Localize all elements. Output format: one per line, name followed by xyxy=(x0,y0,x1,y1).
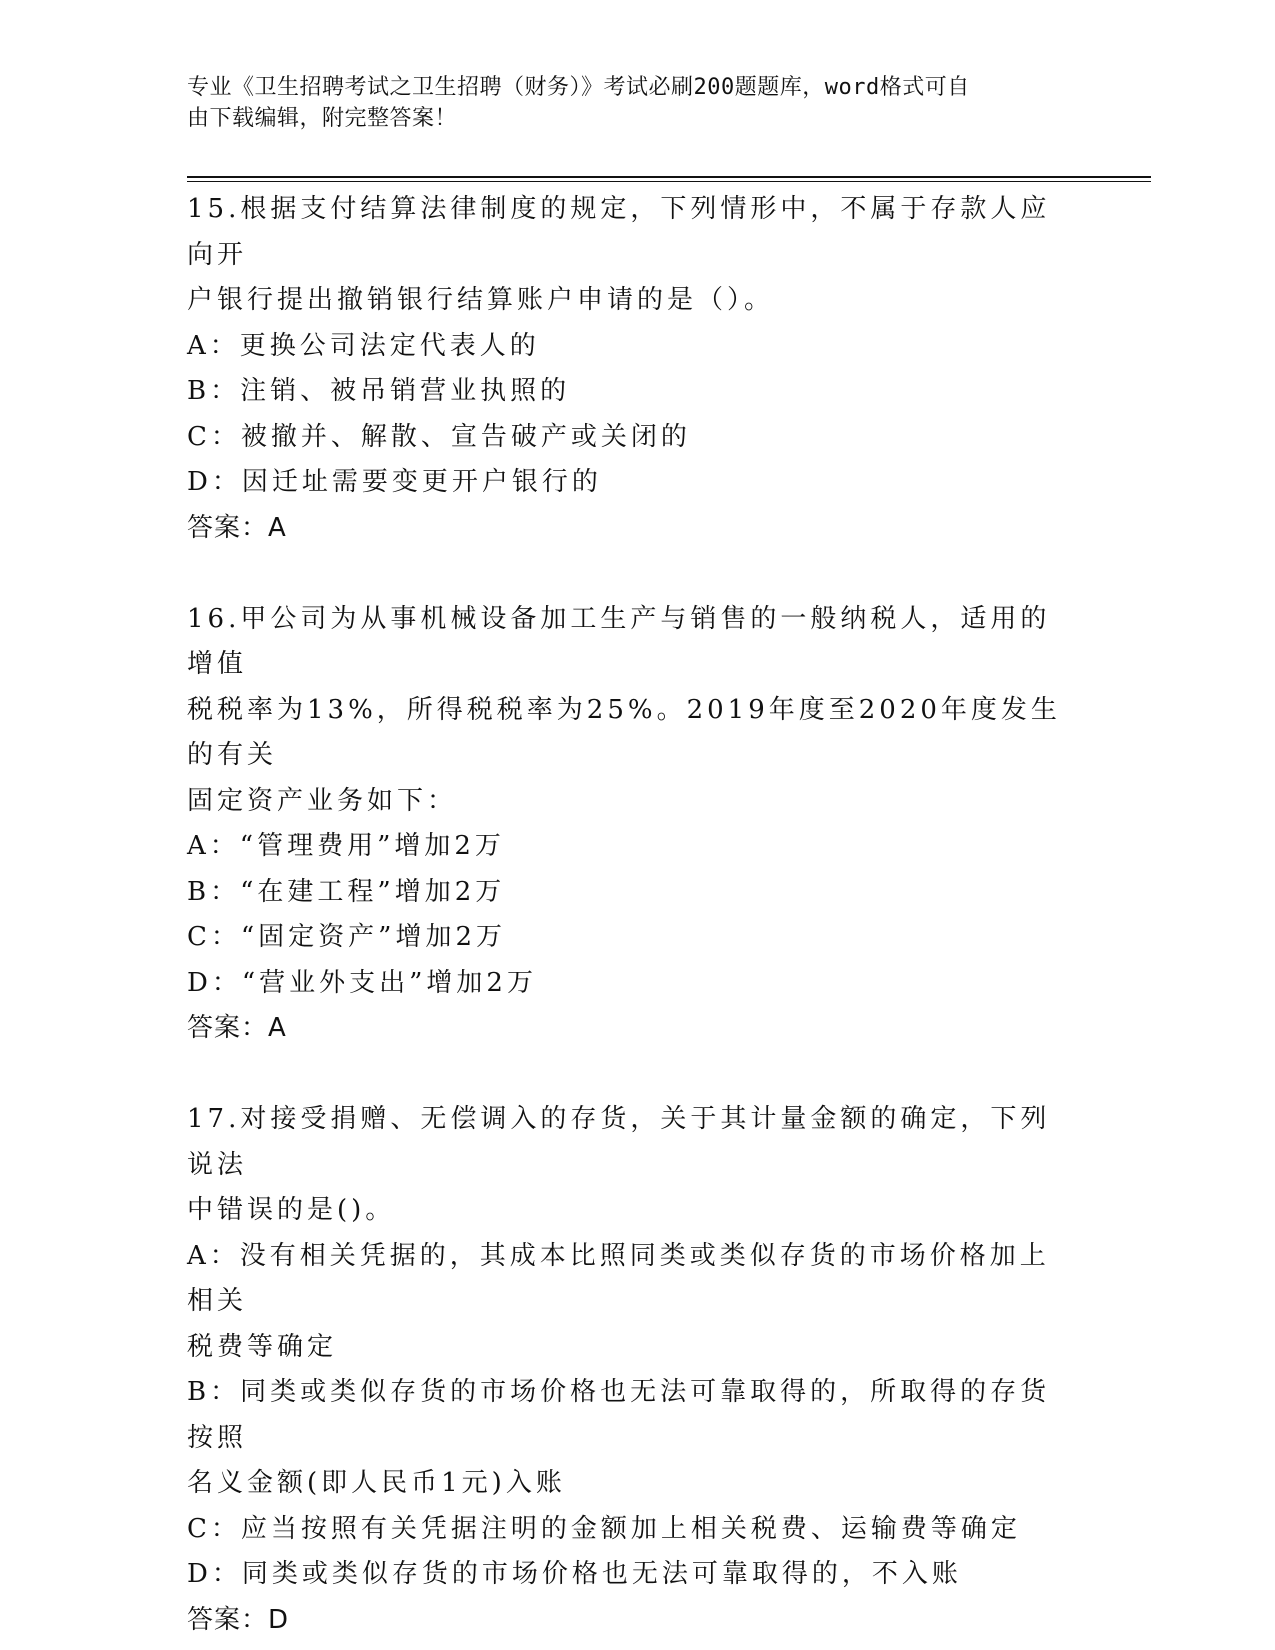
option-a: A：“管理费用”增加2万 xyxy=(187,831,505,861)
question-stem-line: 16.甲公司为从事机械设备加工生产与销售的一般纳税人，适用的增值 xyxy=(187,603,1051,679)
option-a: A：更换公司法定代表人的 xyxy=(187,330,540,361)
answer-line: 答案：D xyxy=(187,1604,290,1635)
header-line-1: 专业《卫生招聘考试之卫生招聘（财务）》考试必刷200题题库，word格式可自 xyxy=(187,75,970,100)
option-a-continued: 税费等确定 xyxy=(187,1331,338,1362)
question-stem-line: 17.对接受捐赠、无偿调入的存货，关于其计量金额的确定，下列说法 xyxy=(187,1104,1051,1180)
question-stem-line: 户银行提出撤销银行结算账户申请的是（）。 xyxy=(187,285,775,315)
option-d: D：同类或类似存货的市场价格也无法可靠取得的，不入账 xyxy=(187,1559,962,1589)
option-c: C：应当按照有关凭据注明的金额加上相关税费、运输费等确定 xyxy=(187,1513,1021,1544)
answer-line: 答案：A xyxy=(187,512,287,543)
question-spacer xyxy=(187,1052,1067,1098)
option-d: D：因迁址需要变更开户银行的 xyxy=(187,467,602,497)
question-stem-line: 固定资产业务如下： xyxy=(187,785,458,816)
option-d: D：“营业外支出”增加2万 xyxy=(187,967,537,998)
answer-line: 答案：A xyxy=(187,1013,287,1043)
option-c: C：被撤并、解散、宣告破产或关闭的 xyxy=(187,421,691,452)
option-a: A：没有相关凭据的，其成本比照同类或类似存货的市场价格加上相关 xyxy=(187,1240,1050,1316)
option-b: B：注销、被吊销营业执照的 xyxy=(187,376,571,406)
option-b: B：同类或类似存货的市场价格也无法可靠取得的，所取得的存货按照 xyxy=(187,1377,1051,1453)
question-15 xyxy=(187,187,1067,551)
question-stem-line: 税税率为13%，所得税税率为25%。2019年度至2020年度发生的有关 xyxy=(187,694,1061,770)
document-header xyxy=(187,72,1087,134)
question-16 xyxy=(187,597,1067,1052)
option-b-continued: 名义金额(即人民币1元)入账 xyxy=(187,1468,566,1498)
header-line-2: 由下载编辑，附完整答案！ xyxy=(187,106,458,131)
header-divider-thick xyxy=(187,176,1151,178)
question-spacer xyxy=(187,551,1067,597)
option-b: B：“在建工程”增加2万 xyxy=(187,876,506,907)
question-stem-line: 15.根据支付结算法律制度的规定，下列情形中，不属于存款人应向开 xyxy=(187,194,1051,270)
question-17 xyxy=(187,1097,1067,1643)
header-divider-thin xyxy=(187,181,1151,182)
question-stem-line: 中错误的是()。 xyxy=(187,1195,396,1225)
question-list xyxy=(187,187,1067,1643)
option-c: C：“固定资产”增加2万 xyxy=(187,922,507,952)
